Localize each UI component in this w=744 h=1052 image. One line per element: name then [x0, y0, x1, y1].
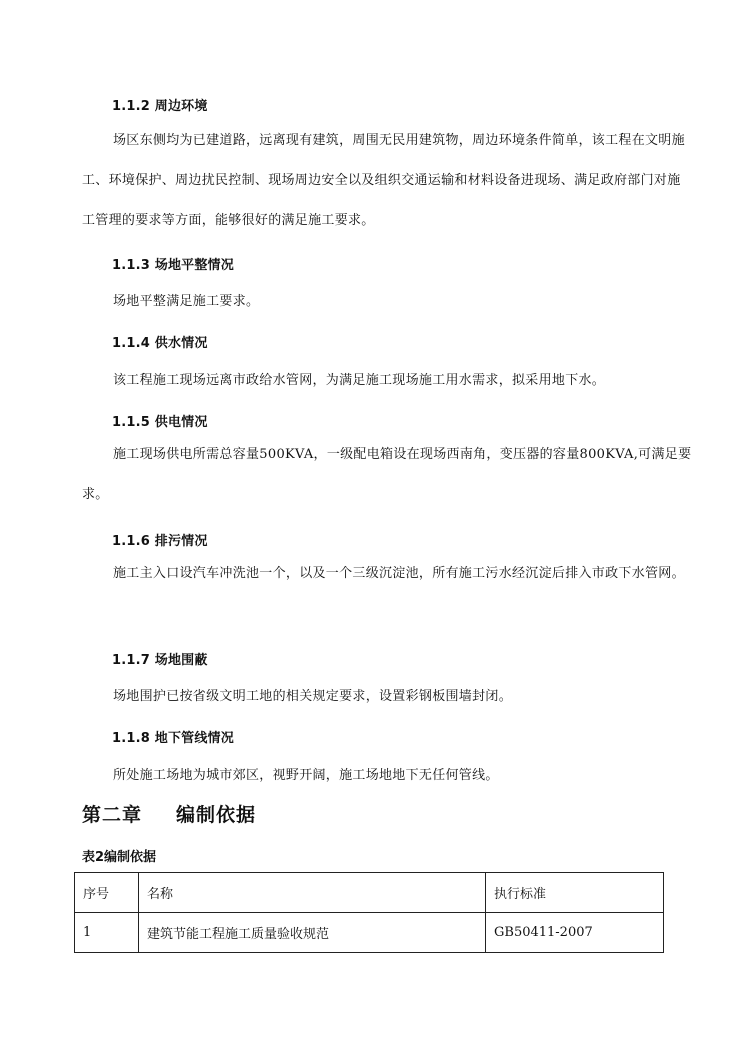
cell-standard: GB50411-2007	[486, 913, 664, 953]
chapter-title	[82, 800, 256, 827]
table-header-row	[75, 873, 664, 913]
section-text-1-1-3: 场地平整满足施工要求。	[113, 294, 260, 309]
chapter-number: 第二章	[82, 804, 143, 826]
table-caption: 表2编制依据	[82, 850, 157, 865]
section-text-1-1-7: 场地围护已按省级文明工地的相关规定要求，设置彩钢板围墙封闭。	[113, 689, 513, 704]
chapter-name: 编制依据	[176, 804, 257, 826]
section-heading-1-1-3: 1.1.3 场地平整情况	[112, 258, 234, 273]
section-text-1-1-8: 所处施工场地为城市郊区，视野开阔，施工场地地下无任何管线。	[113, 768, 499, 783]
section-text-1-1-5: 施工现场供电所需总容量500KVA，一级配电箱设在现场西南角，变压器的容量800KVA,可满足要求。	[82, 447, 692, 502]
section-heading-1-1-8: 1.1.8 地下管线情况	[112, 731, 234, 746]
section-heading-1-1-6: 1.1.6 排污情况	[112, 534, 208, 549]
section-text-1-1-2: 场区东侧均为已建道路，远离现有建筑，周围无民用建筑物，周边环境条件简单，该工程在文明施工、环境保护、周边扰民控制、现场周边安全以及组织交通运输和材料设备进现场、满足政府部门对施工管理的要求等方面，能够很好的满足施工要求。	[82, 133, 685, 228]
header-cell-standard: 执行标准	[486, 873, 664, 913]
table-row	[75, 913, 664, 953]
standards-table	[74, 872, 664, 953]
cell-name: 建筑节能工程施工质量验收规范	[139, 913, 486, 953]
section-heading-1-1-5: 1.1.5 供电情况	[112, 415, 208, 430]
section-heading-1-1-4: 1.1.4 供水情况	[112, 336, 208, 351]
header-cell-index: 序号	[75, 873, 139, 913]
section-text-1-1-4: 该工程施工现场远离市政给水管网，为满足施工现场施工用水需求，拟采用地下水。	[113, 373, 606, 388]
cell-index: 1	[75, 913, 139, 953]
section-text-1-1-6: 施工主入口设汽车冲洗池一个，以及一个三级沉淀池，所有施工污水经沉淀后排入市政下水管网。	[113, 566, 685, 581]
section-heading-1-1-7: 1.1.7 场地围蔽	[112, 653, 208, 668]
header-cell-name: 名称	[139, 873, 486, 913]
section-heading-1-1-2: 1.1.2 周边环境	[112, 99, 208, 114]
